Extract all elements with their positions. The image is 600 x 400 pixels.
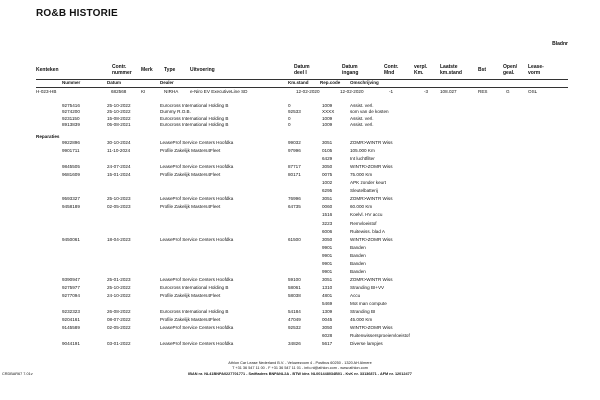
cell-omschrijving: Banden [350, 268, 366, 274]
cell-rep-code: 9901 [322, 268, 333, 274]
cell-km-stand: 0 [288, 122, 291, 128]
vehicle-datum-ingang: 12-02-2020 [340, 89, 364, 94]
vehicle-bst: RES [478, 89, 488, 94]
vehicle-contract: 682568 [111, 89, 127, 94]
subheader-dealer: Dealer [160, 80, 174, 85]
cell-nummer: 9681609 [62, 172, 80, 178]
cell-rep-code: 1516 [322, 212, 333, 218]
cell-km-stand: 92532 [288, 325, 301, 331]
cell-rep-code: 4801 [322, 292, 333, 298]
cell-dealer: Profile Zakelijk Masters4Fleet [160, 204, 221, 210]
cell-rep-code: 6295 [322, 188, 333, 194]
cell-datum: 26-08-2022 [107, 309, 131, 315]
cell-rep-code: 1009 [322, 122, 333, 128]
cell-omschrijving: WINTR>ZOMR Wiss [350, 236, 393, 242]
cell-omschrijving: Banden [350, 252, 366, 258]
header-type: Type [164, 67, 176, 73]
cell-dealer: Profile Zakelijk Masters4Fleet [160, 172, 221, 178]
cell-nummer: 9204161 [62, 317, 80, 323]
vehicle-type: NIRHA [164, 89, 179, 94]
subheader-datum: Datum [107, 80, 122, 85]
cell-dealer: LeaseProf Service Centers Hoofdka [160, 276, 234, 282]
cell-rep-code: 6028 [322, 333, 333, 339]
cell-rep-code: 1009 [322, 103, 333, 108]
vehicle-uitvoering: e-Niro EV ExecutiveLine SD [190, 89, 248, 94]
cell-dealer: LeaseProf Service Centers Hoofdka [160, 325, 234, 331]
table-row [0, 164, 600, 170]
cell-dealer: Eurocross International Holding B [160, 115, 229, 121]
cell-dealer: Eurocross International Holding B [160, 122, 229, 128]
vehicle-row [0, 89, 600, 95]
cell-dealer: Dummy R.O.B. [160, 109, 191, 115]
cell-rep-code: 6429 [322, 156, 333, 162]
cell-km-stand: 64735 [288, 204, 301, 210]
cell-dealer: LeaseProf Service Centers Hoofdka [160, 341, 234, 347]
cell-km-stand: 58038 [288, 292, 301, 298]
vehicle-kenteken: H-023-HB [36, 89, 57, 94]
header-merk: Merk [141, 67, 153, 73]
cell-nummer: 9277094 [62, 292, 80, 298]
cell-omschrijving: APK zonder keurt [350, 180, 387, 186]
page-title: RO&B HISTORIE [36, 8, 118, 19]
cell-nummer: 9275416 [62, 103, 80, 108]
cell-omschrijving: 45.000 Km [350, 317, 373, 323]
table-row [0, 188, 600, 194]
table-row [0, 245, 600, 251]
cell-omschrijving: WINTR>ZOMR Wiss [350, 164, 393, 170]
cell-datum: 15-01-2024 [107, 172, 131, 178]
cell-dealer: Profile Zakelijk Masters4Fleet [160, 148, 221, 154]
vehicle-laatste-km: 108.027 [440, 89, 457, 94]
cell-datum: 25-10-2023 [107, 196, 131, 202]
cell-omschrijving: ZOMR>WINTR Wiss [350, 276, 393, 282]
subheader-divider [36, 87, 568, 88]
header-contract-mnd: Contr. Mnd [384, 64, 399, 76]
cell-datum: 08-07-2022 [107, 317, 131, 323]
table-row [0, 212, 600, 218]
section-reparaties: Reparaties [36, 134, 60, 139]
cell-nummer: 8913839 [62, 122, 80, 128]
cell-km-stand: 87717 [288, 164, 301, 170]
table-row [0, 116, 600, 122]
table-row [0, 229, 600, 235]
cell-omschrijving: Sleutelbatterij [350, 188, 378, 194]
cell-rep-code: 3051 [322, 196, 333, 202]
cell-omschrijving: Remvloeistof [350, 220, 377, 226]
cell-dealer: Eurocross International Holding B [160, 309, 229, 315]
cell-rep-code: 1310 [322, 284, 333, 290]
cell-omschrijving: ZOMR>WINTR Wiss [350, 140, 393, 145]
cell-nummer: 9593327 [62, 196, 80, 202]
table-row [0, 148, 600, 154]
cell-km-stand: 80171 [288, 172, 301, 178]
cell-rep-code: 9901 [322, 252, 333, 258]
header-verpl-km: verpl. Km. [414, 64, 428, 76]
cell-omschrijving: WINTR>ZOMR Wiss [350, 325, 393, 331]
document-code: CRDBAR67 7.01v [2, 372, 33, 376]
cell-omschrijving: Stranding BI+VV [350, 284, 385, 290]
header-laatste-km: Laatste km.stand [440, 64, 462, 76]
cell-omschrijving: Diverse lampjes [350, 341, 383, 347]
cell-nummer: 9145589 [62, 325, 80, 331]
cell-omschrijving: Ruitenwissersproeiervloeistof [350, 333, 410, 339]
cell-rep-code: 3051 [322, 276, 333, 282]
cell-omschrijving: Ruitewiss. blad A [350, 228, 385, 234]
header-bst: Bst [478, 67, 487, 73]
cell-rep-code: 3223 [322, 220, 333, 226]
table-row [0, 156, 600, 162]
subheader-km-stand: Km.stand [288, 80, 309, 85]
cell-omschrijving: Banden [350, 260, 366, 266]
table-row [0, 317, 600, 323]
cell-rep-code: 0075 [322, 172, 333, 178]
table-row [0, 309, 600, 315]
cell-omschrijving: Banden [350, 244, 366, 250]
table-row [0, 109, 600, 115]
header-uitvoering: Uitvoering [190, 67, 215, 73]
cell-datum: 03-01-2022 [107, 341, 131, 347]
cell-rep-code: XXXX [322, 109, 335, 115]
vehicle-mnd: -1 [389, 89, 394, 94]
footer-bank: IBAN nr. NL41BNPA0227701771 - Swiftadres BNPANL2A - BTW idnr. NL001448034B01 - KvK nr. 33136871 - AFM nr. 12012477 [188, 372, 412, 376]
table-row [0, 221, 600, 227]
table-row [0, 180, 600, 186]
cell-rep-code: 3051 [322, 140, 333, 145]
cell-km-stand: 92533 [288, 109, 301, 115]
cell-omschrijving: Assist. verl. [350, 122, 374, 128]
table-row [0, 293, 600, 299]
cell-dealer: LeaseProf Service Centers Hoofdka [160, 164, 234, 170]
cell-datum: 15-08-2022 [107, 115, 131, 121]
table-row [0, 341, 600, 347]
cell-rep-code: 0105 [322, 148, 333, 154]
cell-nummer: 9231150 [62, 115, 80, 121]
header-contract-nummer: Contr. nummer [112, 64, 132, 76]
cell-nummer: 9275977 [62, 284, 80, 290]
cell-datum: 25-10-2022 [107, 284, 131, 290]
cell-nummer: 9390947 [62, 276, 80, 282]
cell-datum: 25-10-2022 [107, 109, 131, 115]
table-row [0, 253, 600, 259]
cell-rep-code: 5469 [322, 301, 333, 306]
cell-datum: 30-10-2024 [107, 140, 131, 145]
cell-rep-code: 1309 [322, 309, 333, 315]
cell-rep-code: 5617 [322, 341, 333, 347]
cell-rep-code: 9901 [322, 244, 333, 250]
cell-km-stand: 61500 [288, 236, 301, 242]
header-kenteken: Kenteken [36, 67, 59, 73]
cell-km-stand: 59100 [288, 276, 301, 282]
table-row [0, 172, 600, 178]
vehicle-open: G [506, 89, 510, 94]
cell-dealer: LeaseProf Service Centers Hoofdka [160, 140, 234, 145]
cell-omschrijving: 75.000 Km [350, 172, 373, 178]
table-row [0, 204, 600, 210]
cell-omschrijving: Assist. verl. [350, 115, 374, 121]
cell-dealer: Profile Zakelijk Masters4Fleet [160, 317, 221, 323]
table-row [0, 261, 600, 267]
cell-nummer: 9458189 [62, 204, 80, 210]
cell-dealer: Eurocross International Holding B [160, 103, 229, 108]
table-row [0, 103, 600, 109]
header-datum-deel: Datum deel I [294, 64, 310, 76]
table-row [0, 269, 600, 275]
subheader-rep-code: Rep.code [320, 80, 341, 85]
vehicle-merk: KI [141, 89, 146, 94]
cell-nummer: 9922896 [62, 140, 80, 145]
vehicle-verpl: -3 [424, 89, 429, 94]
cell-rep-code: 6006 [322, 228, 333, 234]
cell-datum: 11-10-2024 [107, 148, 131, 154]
table-row [0, 140, 600, 146]
cell-dealer: Eurocross International Holding B [160, 284, 229, 290]
cell-datum: 02-05-2022 [107, 325, 131, 331]
table-row [0, 122, 600, 128]
cell-nummer: 9901711 [62, 148, 80, 154]
cell-dealer: Profile Zakelijk Masters4Fleet [160, 292, 221, 298]
footer-address: Athlon Car Lease Nederland B.V. - Veluwezoom 4 - Postbus 60250 - 1320 AH Almere [228, 361, 372, 365]
table-row [0, 301, 600, 307]
table-row [0, 237, 600, 243]
cell-datum: 02-05-2023 [107, 204, 131, 210]
cell-km-stand: 76996 [288, 196, 301, 202]
subheader-omschrijving: Omschrijving [350, 80, 379, 85]
header-datum-ingang: Datum ingang [342, 64, 359, 76]
cell-rep-code: 0045 [322, 317, 333, 323]
cell-omschrijving: 60.000 Km [350, 204, 373, 210]
cell-rep-code: 1002 [322, 180, 333, 186]
cell-km-stand: 97996 [288, 148, 301, 154]
table-row [0, 285, 600, 291]
cell-dealer: LeaseProf Service Centers Hoofdka [160, 236, 234, 242]
cell-km-stand: 58061 [288, 284, 301, 290]
cell-omschrijving: Koelvl. HV accu [350, 212, 383, 218]
cell-nummer: 9450061 [62, 236, 80, 242]
cell-omschrijving: 105.000 Km [350, 148, 375, 154]
cell-rep-code: 0060 [322, 204, 333, 210]
cell-nummer: 9274200 [62, 109, 80, 115]
cell-datum: 24-07-2024 [107, 164, 131, 170]
cell-nummer: 9044191 [62, 341, 80, 347]
cell-km-stand: 54184 [288, 309, 301, 315]
vehicle-lease: OSL [528, 89, 538, 94]
header-lease-vorm: Lease- vorm [528, 64, 544, 76]
cell-rep-code: 3050 [322, 236, 333, 242]
cell-km-stand: 99032 [288, 140, 301, 145]
cell-omschrijving: Stranding BI [350, 309, 376, 315]
cell-omschrijving: Mot man compute [350, 301, 387, 306]
cell-rep-code: 9901 [322, 260, 333, 266]
page-number-label: Bladnr [552, 41, 568, 47]
cell-datum: 25-01-2023 [107, 276, 131, 282]
table-row [0, 333, 600, 339]
cell-omschrijving: som van de kosten [350, 109, 389, 115]
cell-km-stand: 47049 [288, 317, 301, 323]
table-row [0, 277, 600, 283]
cell-datum: 18-04-2023 [107, 236, 131, 242]
header-open-geal: Open/ geal. [503, 64, 518, 76]
subheader-nummer: Nummer [62, 80, 81, 85]
cell-km-stand: 34826 [288, 341, 301, 347]
cell-rep-code: 3050 [322, 164, 333, 170]
cell-nummer: 9845505 [62, 164, 80, 170]
cell-rep-code: 1009 [322, 115, 333, 121]
vehicle-datum-deel: 12-02-2020 [296, 89, 320, 94]
cell-km-stand: 0 [288, 103, 291, 108]
cell-rep-code: 3050 [322, 325, 333, 331]
cell-omschrijving: ZOMR>WINTR Wiss [350, 196, 393, 202]
cell-omschrijving: Accu [350, 292, 361, 298]
cell-datum: 05-08-2021 [107, 122, 131, 128]
cell-km-stand: 0 [288, 115, 291, 121]
cell-dealer: LeaseProf Service Centers Hoofdka [160, 196, 234, 202]
cell-datum: 25-10-2022 [107, 103, 131, 108]
footer-contact: T +31 36 547 11 00 - F +31 36 547 11 01 - info.nl@athlon.com - www.athlon.com [232, 366, 368, 370]
table-row [0, 325, 600, 331]
cell-omschrijving: Assist. verl. [350, 103, 374, 108]
cell-datum: 24-10-2022 [107, 292, 131, 298]
cell-omschrijving: Int luchtfilter [350, 156, 375, 162]
cell-nummer: 9232323 [62, 309, 80, 315]
table-row [0, 196, 600, 202]
